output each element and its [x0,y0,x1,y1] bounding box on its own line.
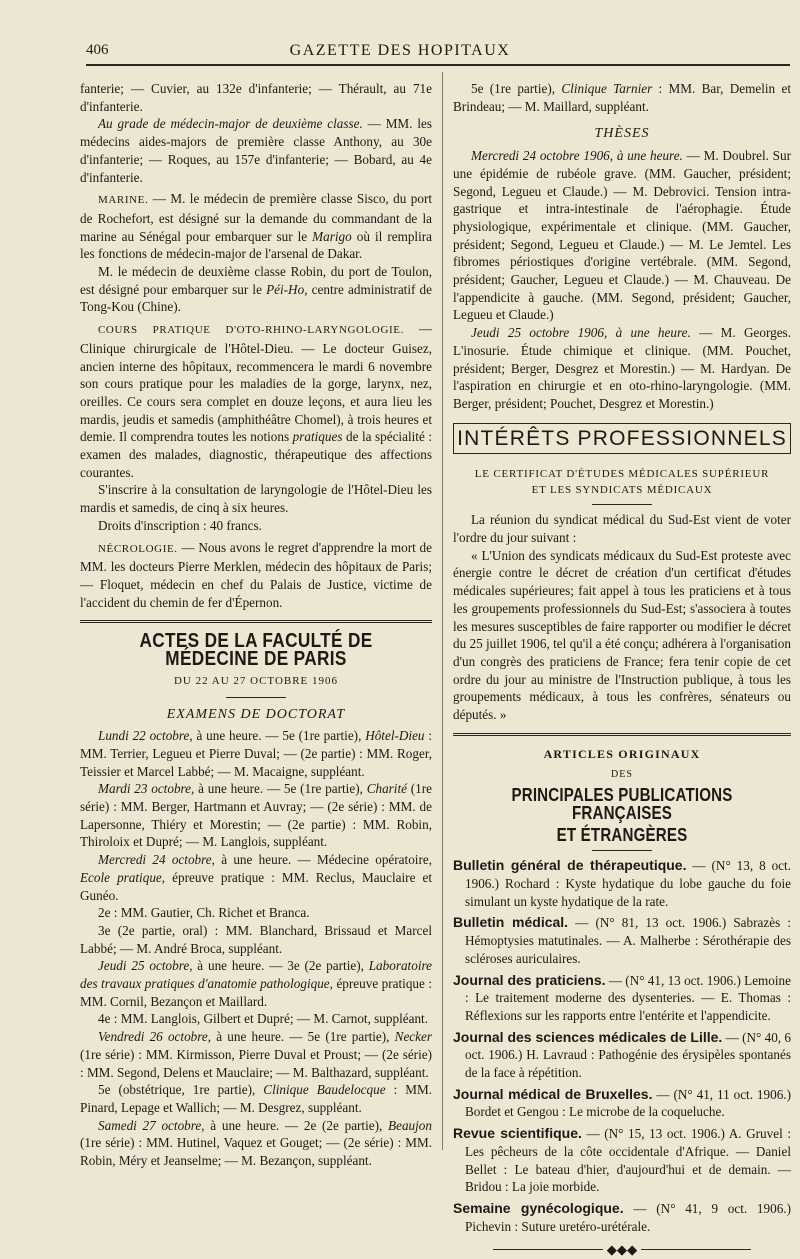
journal-name: Bulletin général de thérapeutique. [453,857,687,874]
articles-des: DES [611,768,633,780]
journal-name: Journal des sciences médicales de Lille. [453,1028,723,1045]
exam-entry: Jeudi 25 octobre, à une heure. — 3e (2e partie), Laboratoire des travaux pratiques d'anatomie pathologique, épreuve pratique : MM. Cornil, Bezançon et Maillard. [80,958,432,1009]
section-rule [80,620,432,623]
publication-entry [453,1029,791,1082]
journal-name: Journal médical de Bruxelles. [453,1085,653,1102]
actes-title: ACTES DE LA FACULTÉ DE MÉDECINE DE PARIS [139,630,373,671]
publication-entry [453,1125,791,1196]
right-column [453,80,791,1259]
paragraph: La réunion du syndicat médical du Sud-Est vient de voter l'ordre du jour suivant : [453,512,791,546]
short-rule [592,850,652,851]
short-rule [226,697,286,698]
publication-text: — (N° 40, 6 oct. 1906.) H. Lavraud : Pathogénie des érysipèles spontanés de la face à répétition. [465,1029,791,1081]
exam-entry: 5e (obstétrique, 1re partie), Clinique Baudelocque : MM. Pinard, Lepage et Wallich; — M. Desgrez, suppléant. [80,1082,432,1115]
paragraph: M. le médecin de deuxième classe Robin, du port de Toulon, est désigné pour embarquer sur le Péi-Ho, centre administratif de Tong-Kou (Chine). [80,264,433,315]
page-number: 406 [86,42,109,58]
journal-name: Revue scientifique. [453,1125,582,1142]
column-separator [442,72,443,1150]
cours-notice: COURS PRATIQUE D'OTO-RHINO-LARYNGOLOGIE. — Clinique chirurgicale de l'Hôtel-Dieu. — Le docteur Guisez, ancien interne des hôpitaux, recommencera le mardi 6 novembre son cours pratique pour les maladies de la gorge, larynx, nez, oreilles. Ce cours sera complet en douze leçons, et aura lieu les mardis, jeudis et samedis (amphithéâtre Chomel), à trois heures et demie. Il comprendra toutes les notions pratiques de la spécialité : examen des malades, diagnostic, thérapeutique des affections courantes. [80,321,433,480]
running-title: GAZETTE DES HOPITAUX [289,42,511,59]
exam-entry: 4e : MM. Langlois, Gilbert et Dupré; — M. Carnot, suppléant. [98,1011,429,1027]
section-rule [453,733,791,736]
publication-entry [453,972,791,1025]
publication-list [453,857,791,1235]
publication-text: — (N° 41, 13 oct. 1906.) Lemoine : Le traitement moderne des dysenteries. — E. Thomas : Réflexions sur les rapports entre l'entérite et l'appendicite. [465,972,792,1023]
left-column [80,80,432,1170]
examens-title: EXAMENS DE DOCTORAT [166,706,346,722]
publication-text: — (N° 41, 9 oct. 1906.) Pichevin : Suture uretéro-urétérale. [465,1200,791,1234]
publication-entry [453,1200,791,1235]
header-rule [86,64,790,66]
theses-title: THÈSES [594,126,650,142]
publication-text: — (N° 15, 13 oct. 1906.) A. Gruvel : Les pêcheurs de la côte occidentale d'Afrique. — Daniel Bellet : Le bateau d'hier, d'aujourd'hui et de demain. — Bridou : La joie morbide. [465,1126,792,1195]
paragraph: Droits d'inscription : 40 francs. [98,517,262,533]
exam-entry: 3e (2e partie, oral) : MM. Blanchard, Brissaud et Marcel Labbé; — M. André Broca, suppléant. [80,922,432,956]
exam-entry: Mercredi 24 octobre, à une heure. — Médecine opératoire, Ecole pratique, épreuve pratique : MM. Reclus, Mauclaire et Gunéo. [80,852,432,903]
exam-entry: Mardi 23 octobre, à une heure. — 5e (1re partie), Charité (1re série) : MM. Berger, Hartmann et Auvray; — (2e série) : MM. de Lapersonne, Thiéry et Morestin; — (2e partie) : MM. Robin, Thiroloix et Dupré; — M. Langlois, suppléant. [80,781,432,850]
publications-title: PRINCIPALES PUBLICATIONS FRANÇAISES [511,785,733,823]
paragraph: S'inscrire à la consultation de laryngologie de l'Hôtel-Dieu les mardis et samedis, de cinq à six heures. [80,482,432,516]
exam-entry: 5e (1re partie), Clinique Tarnier : MM. Bar, Demelin et Brindeau; — M. Maillard, suppléant. [453,81,791,114]
exam-entry: 2e : MM. Gautier, Ch. Richet et Branca. [98,905,310,921]
publication-entry [453,914,791,967]
paragraph: fanterie; — Cuvier, au 132e d'infanterie; — Thérault, au 71e d'infanterie. [80,81,432,114]
these-entry: Jeudi 25 octobre 1906, à une heure. — M. Georges. L'inosurie. Étude chimique et clinique. (MM. Pouchet, président; Berger, Desgrez et Morestin.) — M. Hardyan. De l'aspiration en chirurgie et en oto-rhino-laryngologie. (MM. Berger, président; Pouchet, Desgrez et Morestin.) [453,325,791,411]
journal-name: Journal des praticiens. [453,971,606,988]
journal-name: Bulletin médical. [453,914,569,931]
exam-entry: Vendredi 26 octobre, à une heure. — 5e (1re partie), Necker (1re série) : MM. Kirmisson, Pierre Duval et Proust; — (2e série) : MM. Segond, Delens et Mauclaire; — M. Balthazard, suppléant. [80,1029,432,1080]
necrologie-notice: NÉCROLOGIE. — Nous avons le regret d'apprendre la mort de MM. les docteurs Pierre Merklen, médecin des hôpitaux de Paris; — Floquet, médecin en chef du Palais de Justice, victime de l'accident du chemin de fer d'Épernon. [80,539,432,610]
articles-title: ARTICLES ORIGINAUX [543,746,701,761]
paragraph: Au grade de médecin-major de deuxième classe. — MM. les médecins aides-majors de première classe Anthony, au 30e d'infanterie; — Roques, au 157e d'infanterie; — Bobard, au 4e d'infanterie. [80,116,432,185]
actes-dates: DU 22 AU 27 OCTOBRE 1906 [173,674,339,687]
short-rule [592,504,652,505]
exam-entry: Samedi 27 octobre, à une heure. — 2e (2e partie), Beaujon (1re série) : MM. Hutinel, Vaquez et Gouget; — (2e série) : MM. Robin, Méry et Jeanselme; — M. Bezançon, suppléant. [80,1117,432,1169]
exam-entry: Lundi 22 octobre, à une heure. — 5e (1re partie), Hôtel-Dieu : MM. Terrier, Legueu et Pierre Duval; — (2e partie) : MM. Roger, Teissier et Marcel Labbé; — M. Macaigne, suppléant. [80,728,432,779]
marine-notice: MARINE. — M. le médecin de première classe Sisco, du port de Rochefort, est désigné sur la demande du commandant de la marine au Sénégal pour embarquer sur le Marigo où il remplira les fonctions de médecin-major de l'arsenal de Dakar. [80,191,432,262]
journal-name: Semaine gynécologique. [453,1199,624,1216]
certificat-title: LE CERTIFICAT D'ÉTUDES MÉDICALES SUPÉRIEUR ET LES SYNDICATS MÉDICAUX [474,468,770,497]
paragraph: « L'Union des syndicats médicaux du Sud-Est proteste avec énergie contre le décret de création d'un certificat d'études médicales supérieures; fait appel à tous les praticiens et à tous les groupements professionnels du Sud-Est; s'associera à toutes les mesures susceptibles de faire rapporter ou modifier le décret du 25 juillet 1906, tel qu'il a été conçu; adhérera à l'organisation d'un congrès des praticiens de France; fera tenir copie de cet ordre du jour au ministre de l'Instruction publique, à tous les groupements médicaux, à tous les confrères, sénateurs ou députés. » [453,547,791,723]
end-ornament: ◆◆◆ [453,1241,791,1259]
publication-text: — (N° 41, 11 oct. 1906.) Bordet et Gengou : Le microbe de la coqueluche. [465,1086,791,1120]
these-entry: Mercredi 24 octobre 1906, à une heure. — M. Doubrel. Sur une épidémie de rubéole grave. (MM. Gaucher, président; Segond, Legueu et Claude.) — M. Debrovici. Tension intra-gastrique et intra-intestinale de l'aérophagie. Étude physiologique, expérimentale et clinique. (MM. Gaucher, président; Segond, Legueu et Claude.) — M. Le Jemtel. Les fibromes périostiques d'origine vertébrale. (MM. Segond, président; Gaucher, Legueu et Claude.) — M. Chauveau. De l'appendicite à gauche. (MM. Segond, président; Gaucher, Legueu et Claude.) [453,148,791,323]
publication-text: — (N° 81, 13 oct. 1906.) Sabrazès : Hémoptysies matutinales. — A. Malherbe : Sérothérapie des scléroses auriculaires. [465,915,791,966]
publication-entry [453,857,791,910]
publication-text: — (N° 13, 8 oct. 1906.) Rochard : Kyste hydatique du lobe gauche du foie simulant un kyste hydatique de la rate. [465,858,792,909]
publication-entry [453,1086,791,1121]
publications-subtitle: ET ÉTRANGÈRES [556,824,688,845]
interets-title: INTÉRÊTS PROFESSIONNELS [453,423,791,455]
